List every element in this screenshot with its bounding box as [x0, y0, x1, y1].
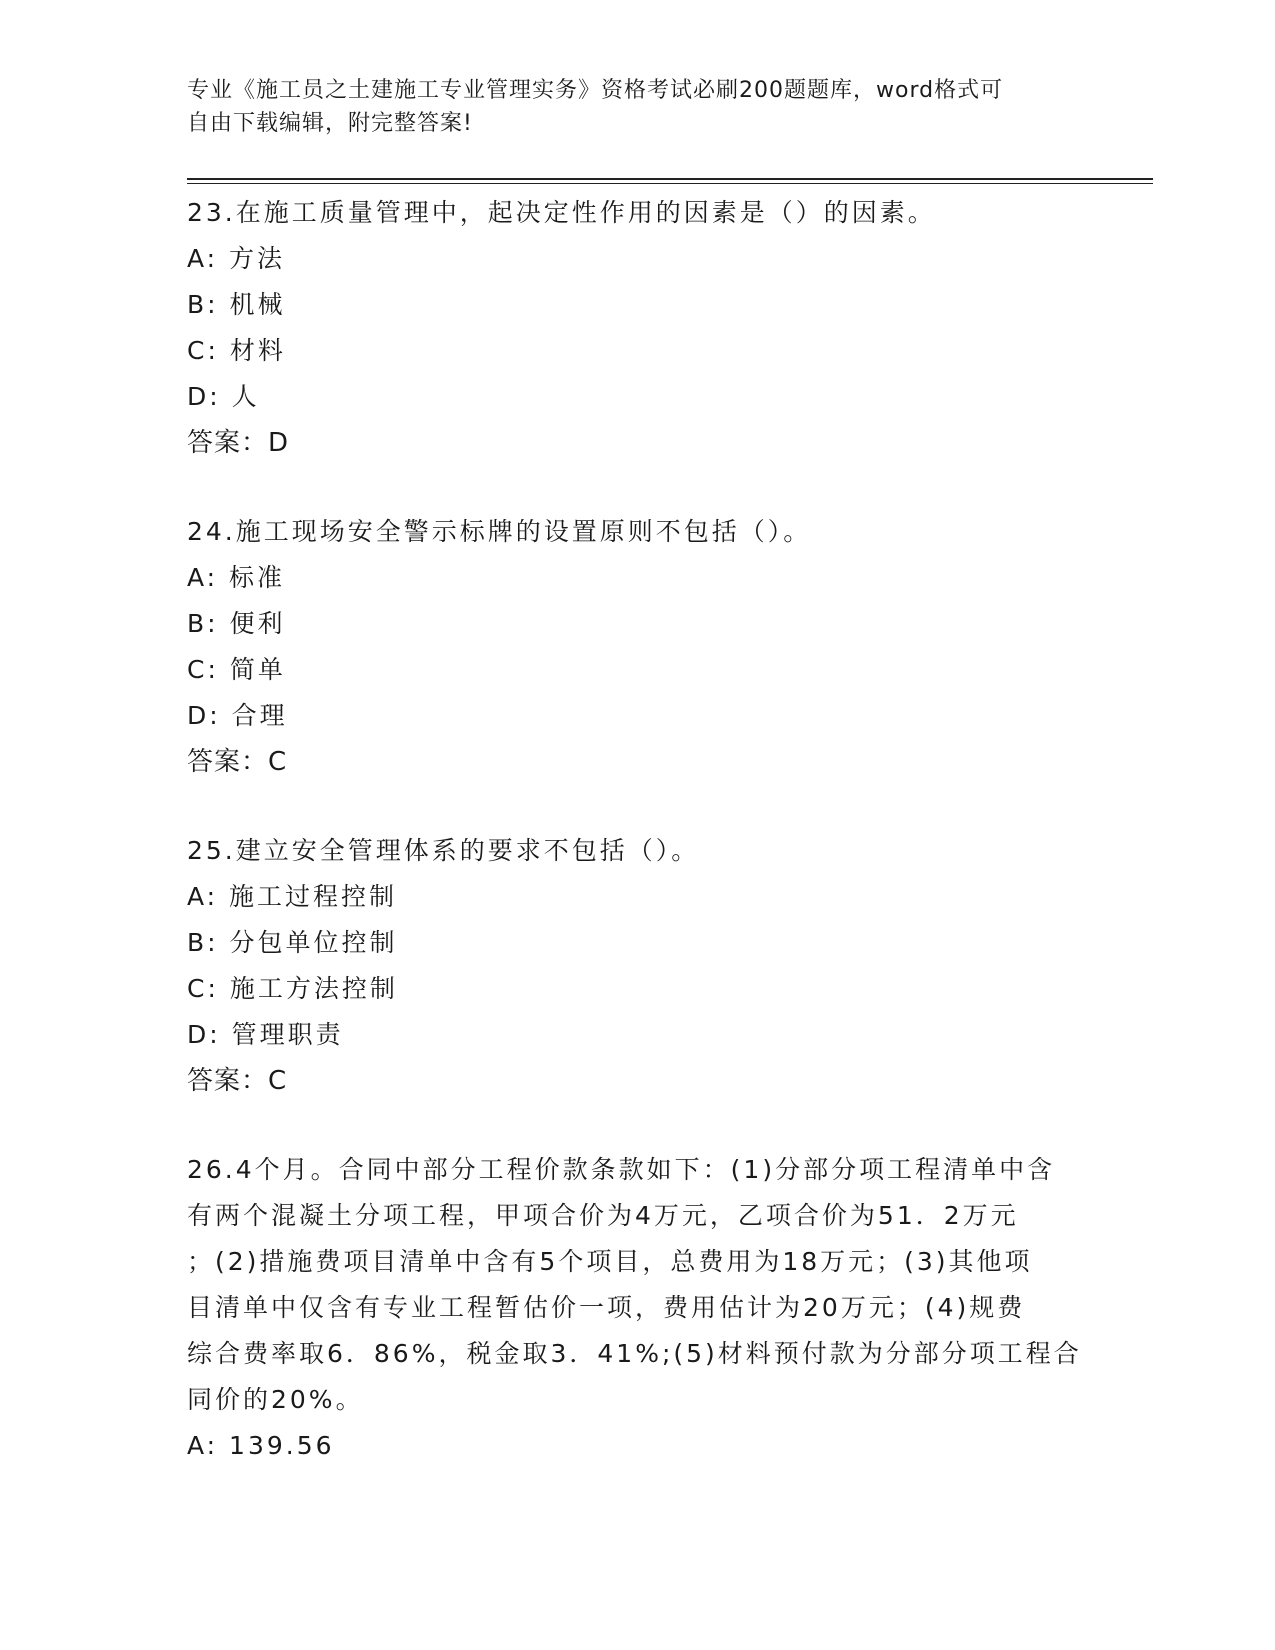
answer-label: 答案：D — [187, 428, 290, 458]
option-a: A: 139.56 — [187, 1431, 335, 1460]
option-b: B: 分包单位控制 — [187, 928, 398, 957]
option-a: A: 标准 — [187, 563, 286, 592]
question-stem-line: 26.4个月。合同中部分工程价款条款如下：(1)分部分项工程清单中含 — [187, 1155, 1056, 1184]
question-stem-line: 目清单中仅含有专业工程暂估价一项，费用估计为20万元；(4)规费 — [187, 1293, 1026, 1322]
question-stem — [187, 1147, 1087, 1423]
question-stem-line: 有两个混凝土分项工程，甲项合价为4万元，乙项合价为51．2万元 — [187, 1201, 1019, 1230]
option-b: B: 便利 — [187, 609, 286, 638]
header-line-2: 自由下载编辑，附完整答案! — [187, 111, 473, 136]
option-d: D: 人 — [187, 382, 260, 411]
document-header — [187, 74, 1067, 140]
question-stem: 23.在施工质量管理中，起决定性作用的因素是（）的因素。 — [187, 198, 936, 227]
answer-label: 答案：C — [187, 747, 288, 777]
question-stem-line: ；(2)措施费项目清单中含有5个项目，总费用为18万元；(3)其他项 — [187, 1247, 1033, 1276]
question-24 — [187, 509, 1087, 785]
option-a: A: 方法 — [187, 244, 286, 273]
answer-label: 答案：C — [187, 1066, 288, 1096]
option-b: B: 机械 — [187, 290, 286, 319]
question-stem-line: 同价的20%。 — [187, 1385, 364, 1414]
option-d: D: 合理 — [187, 701, 288, 730]
header-rule-thick — [187, 178, 1153, 180]
option-c: C: 施工方法控制 — [187, 974, 398, 1003]
question-stem: 25.建立安全管理体系的要求不包括（）。 — [187, 836, 700, 865]
question-26 — [187, 1147, 1087, 1469]
question-stem-line: 综合费率取6．86%，税金取3．41%;(5)材料预付款为分部分项工程合 — [187, 1339, 1082, 1368]
option-c: C: 材料 — [187, 336, 286, 365]
header-line-1: 专业《施工员之土建施工专业管理实务》资格考试必刷200题题库，word格式可 — [187, 78, 1004, 103]
question-list — [187, 190, 1087, 1512]
header-rule-thin — [187, 183, 1153, 184]
option-d: D: 管理职责 — [187, 1020, 344, 1049]
question-25 — [187, 828, 1087, 1104]
question-stem: 24.施工现场安全警示标牌的设置原则不包括（）。 — [187, 517, 812, 546]
question-23 — [187, 190, 1087, 466]
option-a: A: 施工过程控制 — [187, 882, 398, 911]
option-c: C: 简单 — [187, 655, 286, 684]
